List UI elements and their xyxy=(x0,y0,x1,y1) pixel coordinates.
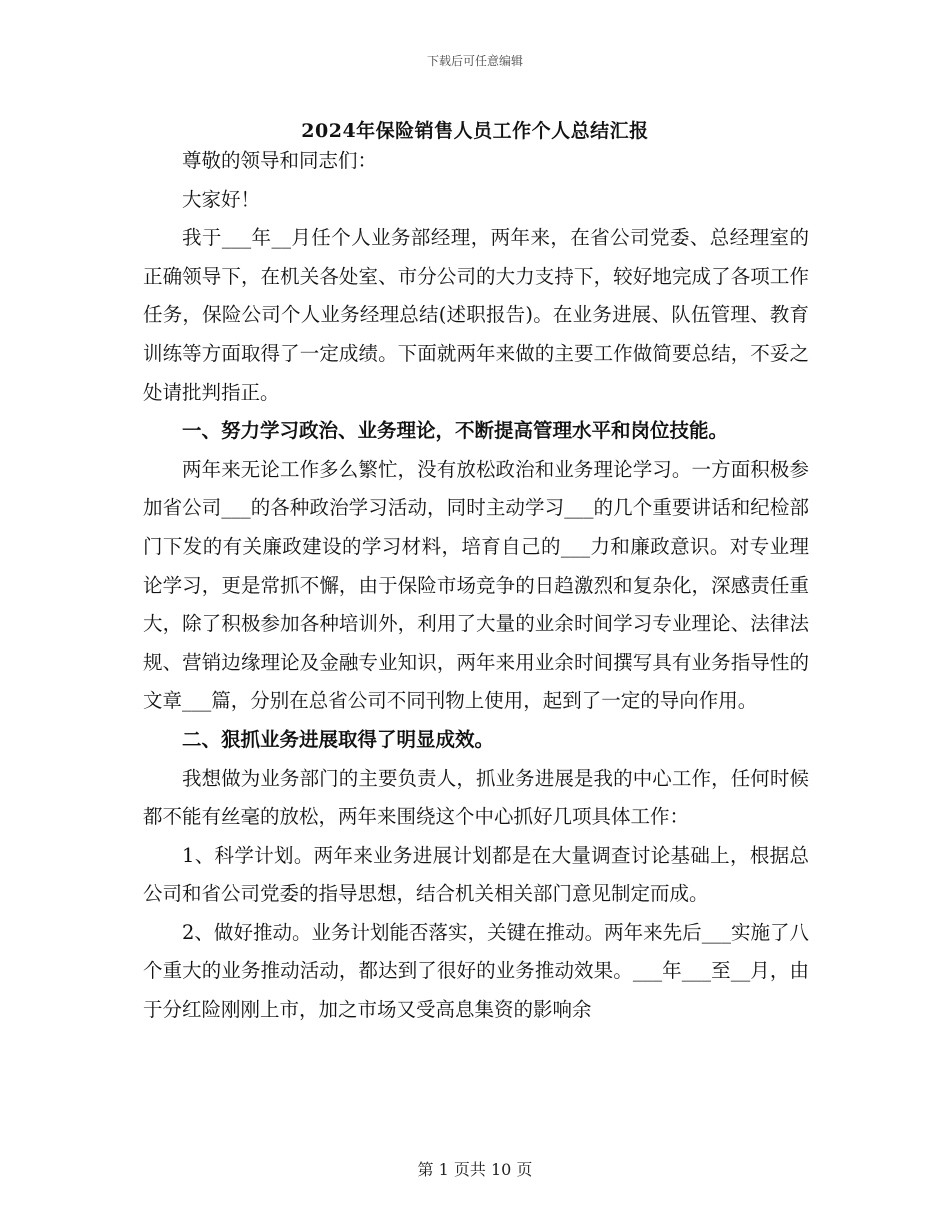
intro-paragraph: 我于___年__月任个人业务部经理，两年来，在省公司党委、总经理室的正确领导下，在机关各处室、市分公司的大力支持下，较好地完成了各项工作任务，保险公司个人业务经理总结(述职报告)。在业务进展、队伍管理、教育训练等方面取得了一定成绩。下面就两年来做的主要工作做简要总结，不妥之处请批判指正。 xyxy=(143,226,809,404)
salutation: 尊敬的领导和同志们： xyxy=(182,149,378,172)
document-title: 2024年保险销售人员工作个人总结汇报 xyxy=(301,120,649,142)
page-footer: 第 1 页共 10 页 xyxy=(417,1160,533,1179)
section-heading-1: 一、努力学习政治、业务理论，不断提高管理水平和岗位技能。 xyxy=(182,419,729,443)
header-note: 下载后可任意编辑 xyxy=(426,54,523,68)
section-2-item-2: 2、做好推动。业务计划能否落实，关键在推动。两年来先后___实施了八个重大的业务推动活动，都达到了很好的业务推动效果。___年___至__月，由于分红险刚刚上市，加之市场又受高息集资的影响余 xyxy=(143,920,809,1022)
section-1-paragraph: 两年来无论工作多么繁忙，没有放松政治和业务理论学习。一方面积极参加省公司___的各种政治学习活动，同时主动学习___的几个重要讲话和纪检部门下发的有关廉政建设的学习材料，培育自己的___力和廉政意识。对专业理论学习，更是常抓不懈，由于保险市场竞争的日趋激烈和复杂化，深感责任重大，除了积极参加各种培训外，利用了大量的业余时间学习专业理论、法律法规、营销边缘理论及金融专业知识，两年来用业余时间撰写具有业务指导性的文章___篇，分别在总省公司不同刊物上使用，起到了一定的导向作用。 xyxy=(143,457,809,713)
greeting: 大家好！ xyxy=(182,187,261,211)
section-heading-2: 二、狠抓业务进展取得了明显成效。 xyxy=(182,727,495,751)
section-2-intro: 我想做为业务部门的主要负责人，抓业务进展是我的中心工作，任何时候都不能有丝毫的放松，两年来围绕这个中心抓好几项具体工作： xyxy=(143,766,809,829)
section-2-item-1: 1、科学计划。两年来业务进展计划都是在大量调查讨论基础上，根据总公司和省公司党委的指导思想，结合机关相关部门意见制定而成。 xyxy=(143,843,809,906)
document-body xyxy=(143,142,809,1030)
